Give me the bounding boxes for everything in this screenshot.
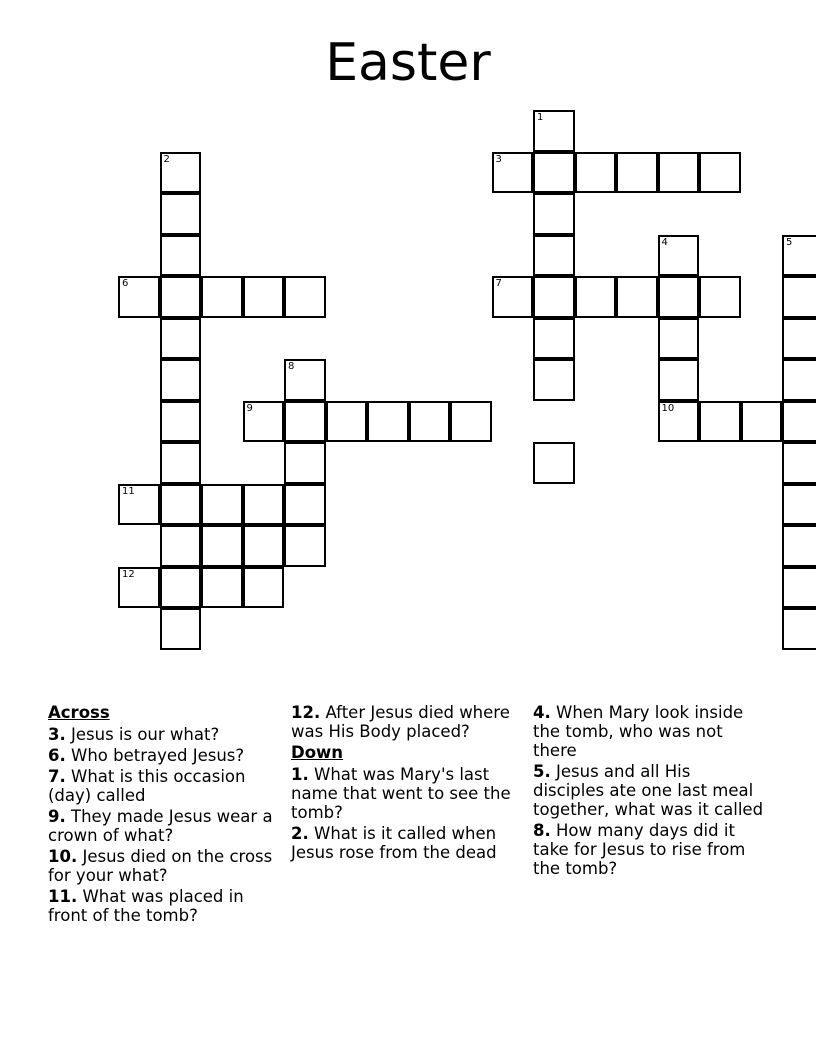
grid-cell[interactable]	[782, 442, 816, 484]
grid-cell[interactable]	[284, 276, 326, 318]
grid-cell[interactable]	[782, 567, 816, 609]
grid-cell[interactable]	[160, 401, 202, 443]
clue-down-1: 1. What was Mary's last name that went to see the tomb?	[291, 765, 511, 822]
grid-cell[interactable]	[699, 276, 741, 318]
grid-cell[interactable]	[367, 401, 409, 443]
grid-cell[interactable]	[201, 525, 243, 567]
grid-cell[interactable]	[533, 276, 575, 318]
clue-number: 4	[661, 236, 668, 248]
grid-cell[interactable]	[782, 276, 816, 318]
grid-cell[interactable]	[450, 401, 492, 443]
clue-number: 6	[122, 278, 129, 289]
grid-cell[interactable]	[118, 484, 160, 526]
clue-number: 3	[495, 153, 502, 165]
grid-cell[interactable]	[658, 276, 700, 318]
clue-down-2: 2. What is it called when Jesus rose from the dead	[291, 824, 497, 862]
grid-cell[interactable]	[658, 318, 700, 360]
grid-cell[interactable]	[699, 401, 741, 443]
grid-cell[interactable]	[243, 525, 285, 567]
across-heading: Across	[48, 703, 110, 722]
grid-cell[interactable]	[492, 276, 534, 318]
grid-cell[interactable]	[658, 359, 700, 401]
clue-across-11: 11. What was placed in front of the tomb?	[48, 887, 244, 925]
clue-number: 1	[537, 112, 544, 123]
grid-cell[interactable]	[201, 276, 243, 318]
grid-cell[interactable]	[782, 401, 816, 443]
grid-cell[interactable]	[533, 110, 575, 152]
grid-cell[interactable]	[284, 525, 326, 567]
grid-cell[interactable]	[160, 193, 202, 235]
grid-cell[interactable]	[533, 193, 575, 235]
grid-cell[interactable]	[782, 608, 816, 650]
grid-cell[interactable]	[409, 401, 451, 443]
grid-cell[interactable]	[201, 567, 243, 609]
grid-cell[interactable]	[616, 276, 658, 318]
grid-cell[interactable]	[284, 442, 326, 484]
clue-across-3: 3. Jesus is our what?	[48, 725, 220, 744]
grid-cell[interactable]	[533, 235, 575, 277]
grid-cell[interactable]	[658, 152, 700, 194]
clue-down-8: 8. How many days did it take for Jesus to rise from the tomb?	[533, 821, 746, 878]
clue-down-5: 5. Jesus and all His disciples ate one last meal together, what was it called	[533, 762, 764, 819]
clue-number: 9	[246, 402, 253, 414]
grid-cell[interactable]	[160, 442, 202, 484]
clue-number: 11	[122, 485, 135, 497]
clue-number: 12	[122, 568, 135, 580]
clue-down-4: 4. When Mary look inside the tomb, who was not there	[533, 703, 744, 760]
grid-cell[interactable]	[741, 401, 783, 443]
grid-cell[interactable]	[160, 276, 202, 318]
grid-cell[interactable]	[782, 525, 816, 567]
grid-cell[interactable]	[533, 152, 575, 194]
grid-cell[interactable]	[243, 276, 285, 318]
grid-cell[interactable]	[699, 152, 741, 194]
grid-cell[interactable]	[533, 318, 575, 360]
clue-across-7: 7. What is this occasion (day) called	[48, 767, 246, 805]
grid-cell[interactable]	[616, 152, 658, 194]
grid-cell[interactable]	[782, 318, 816, 360]
grid-cell[interactable]	[284, 484, 326, 526]
grid-cell[interactable]	[658, 235, 700, 277]
clue-column-2	[291, 703, 523, 864]
grid-cell[interactable]	[575, 276, 617, 318]
grid-cell[interactable]	[160, 567, 202, 609]
clue-number: 10	[661, 402, 675, 414]
grid-cell[interactable]	[118, 276, 160, 318]
grid-cell[interactable]	[533, 359, 575, 401]
down-heading: Down	[291, 743, 344, 762]
grid-cell[interactable]	[243, 567, 285, 609]
clue-column-1	[48, 703, 280, 927]
clue-number: 8	[288, 361, 295, 372]
grid-cell[interactable]	[160, 152, 202, 194]
grid-cell[interactable]	[201, 484, 243, 526]
grid-cell[interactable]	[326, 401, 368, 443]
grid-cell[interactable]	[782, 484, 816, 526]
grid-cell[interactable]	[243, 484, 285, 526]
grid-cell[interactable]	[243, 401, 285, 443]
clue-number: 7	[495, 278, 502, 289]
grid-cell[interactable]	[160, 235, 202, 277]
clue-across-12: 12. After Jesus died where was His Body placed?	[291, 703, 510, 741]
grid-cell[interactable]	[160, 608, 202, 650]
grid-cell[interactable]	[118, 567, 160, 609]
grid-cell[interactable]	[160, 359, 202, 401]
grid-cell[interactable]	[160, 318, 202, 360]
grid-cell[interactable]	[160, 484, 202, 526]
clue-across-10: 10. Jesus died on the cross for your what?	[48, 847, 273, 885]
grid-cell[interactable]	[160, 525, 202, 567]
clue-across-9: 9. They made Jesus wear a crown of what?	[48, 807, 273, 845]
grid-cell[interactable]	[575, 152, 617, 194]
grid-cell[interactable]	[782, 235, 816, 277]
grid-cell[interactable]	[782, 359, 816, 401]
grid-cell[interactable]	[658, 401, 700, 443]
grid-cell[interactable]	[492, 152, 534, 194]
grid-cell[interactable]	[284, 359, 326, 401]
page-title: Easter	[325, 33, 491, 93]
grid-cell[interactable]	[533, 442, 575, 484]
clue-column-3	[533, 703, 765, 880]
clue-across-6: 6. Who betrayed Jesus?	[48, 746, 245, 765]
grid-cell[interactable]	[284, 401, 326, 443]
clue-number: 5	[786, 236, 793, 248]
clue-number: 2	[163, 153, 170, 165]
